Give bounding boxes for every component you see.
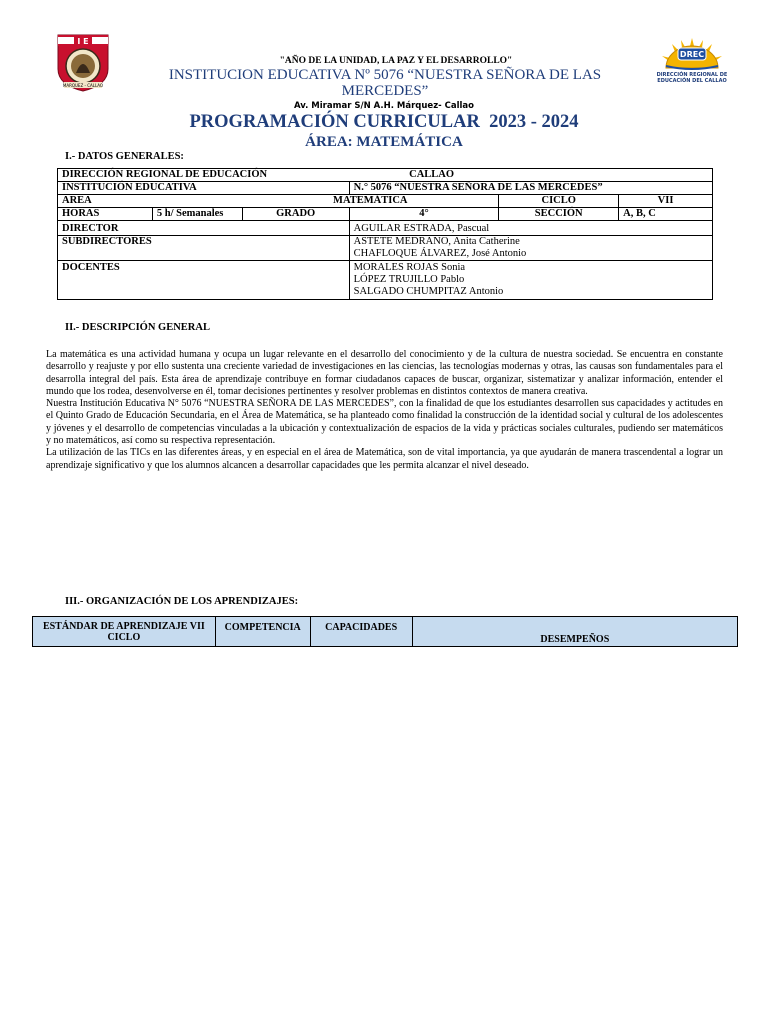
- subdirector-name: CHAFLOQUE ÁLVAREZ, José Antonio: [353, 248, 527, 259]
- description-paragraph: La matemática es una actividad humana y ocupa un lugar relevante en el desarrollo del conocimiento y de la cultura de nuestra sociedad. Se encuentra en constante desarrollo y reajuste y por ello sustenta una creciente variedad de investigaciones en las ciencias, las tecnologías modernas y otras, las causas son fundamentales para el desarrolla integral del país. Esta área de aprendizaje contribuye en formar ciudadanos capaces de buscar, organizar, sistematizar y analizar información, entender el mundo que los rodea, desenvolverse en él, tomar decisiones pertinentes y resolver problemas en distintos contextos de manera creativa.: [46, 349, 723, 397]
- ie-value: N.° 5076 “NUESTRA SEÑORA DE LAS MERCEDES”: [349, 182, 712, 195]
- section-heading-description: II.- DESCRIPCIÓN GENERAL: [65, 322, 210, 333]
- horas-label: HORAS: [58, 208, 153, 221]
- table-row: [58, 208, 713, 221]
- svg-text:DIRECCIÓN REGIONAL DE: DIRECCIÓN REGIONAL DE: [656, 72, 728, 78]
- table-row: [58, 221, 713, 236]
- area-title: ÁREA: MATEMÁTICA: [305, 134, 463, 150]
- dre-label: DIRECCIÓN REGIONAL DE EDUCACIÓN: [58, 169, 350, 182]
- year-motto: "AÑO DE LA UNIDAD, LA PAZ Y EL DESARROLLO": [279, 56, 513, 66]
- column-header-standard: ESTÁNDAR DE APRENDIZAJE VII CICLO: [33, 617, 216, 647]
- table-row: [58, 195, 713, 208]
- learning-organization-table: [32, 616, 738, 647]
- school-name: INSTITUCION EDUCATIVA Nº 5076 “NUESTRA SEÑORA DE LAS MERCEDES”: [168, 67, 602, 99]
- svg-text:EDUCACIÓN DEL CALLAO: EDUCACIÓN DEL CALLAO: [657, 78, 727, 84]
- table-row: [58, 261, 713, 300]
- docente-name: MORALES ROJAS Sonia: [353, 262, 466, 273]
- docente-name: LÓPEZ TRUJILLO Pablo: [353, 274, 465, 285]
- table-header-row: [33, 617, 738, 647]
- docentes-label: DOCENTES: [58, 261, 350, 300]
- docentes-value: [349, 261, 712, 300]
- table-row: [58, 182, 713, 195]
- ciclo-label: CICLO: [499, 195, 619, 208]
- svg-text:MARQUEZ - CALLAO: MARQUEZ - CALLAO: [62, 83, 104, 88]
- table-row: [58, 236, 713, 261]
- horas-value: 5 h/ Semanales: [152, 208, 242, 221]
- section-heading-general-data: I.- DATOS GENERALES:: [65, 151, 184, 162]
- general-description: [46, 349, 723, 472]
- director-label: DIRECTOR: [58, 221, 350, 236]
- description-paragraph: Nuestra Institución Educativa N° 5076 “NUESTRA SEÑORA DE LAS MERCEDES”, con la finalidad de que los estudiantes desarrollen sus capacidades y actitudes en el Quinto Grado de Educación Secundaria, en el Área de Matemática, se ha planteado como finalidad la construcción de la identidad social y cultural de los adolescentes y jóvenes y el desarrollo de competencias vinculadas a la ubicación y contextualización de espacios de la vida y prácticas sociales culturales, pudiendo ser matemáticos y no matemáticos, así como su respectiva representación.: [46, 398, 723, 447]
- table-row: [58, 169, 713, 182]
- area-value: MATEMÁTICA: [242, 195, 499, 208]
- grado-value: 4°: [349, 208, 499, 221]
- subdirector-name: ASTETE MEDRANO, Anita Catherine: [353, 236, 520, 247]
- column-header-competencia: COMPETENCIA: [215, 617, 310, 647]
- area-label: AREA: [58, 195, 243, 208]
- description-paragraph: La utilización de las TICs en las diferentes áreas, y en especial en el área de Matemática, son de vital importancia, ya que ayudarán de manera trascendental a lograr un aprendizaje significativo y que los alumnos alcancen a desarrollar capacidades que les permita alcanzar el nivel deseado.: [46, 447, 723, 471]
- docente-name: SALGADO CHUMPITAZ Antonio: [353, 286, 504, 297]
- subdirectores-value: [349, 236, 712, 261]
- general-data-table: [57, 168, 713, 300]
- svg-text:I E: I E: [77, 37, 89, 46]
- dre-value: CALLAO: [349, 169, 712, 182]
- svg-text:DREC: DREC: [679, 50, 705, 59]
- ie-label: INSTITUCIÓN EDUCATIVA: [58, 182, 350, 195]
- seccion-value: A, B, C: [619, 208, 713, 221]
- ciclo-value: VII: [619, 195, 713, 208]
- director-value: AGUILAR ESTRADA, Pascual: [349, 221, 712, 236]
- column-header-desempenos: DESEMPEÑOS: [412, 617, 737, 647]
- grado-label: GRADO: [242, 208, 349, 221]
- section-heading-learning-organization: III.- ORGANIZACIÓN DE LOS APRENDIZAJES:: [65, 596, 299, 607]
- column-header-capacidades: CAPACIDADES: [310, 617, 412, 647]
- seccion-label: SECCIÓN: [499, 208, 619, 221]
- page-title: PROGRAMACIÓN CURRICULAR 2023 - 2024: [189, 112, 579, 132]
- school-address: Av. Miramar S/N A.H. Márquez- Callao: [293, 101, 475, 111]
- subdirectores-label: SUBDIRECTORES: [58, 236, 350, 261]
